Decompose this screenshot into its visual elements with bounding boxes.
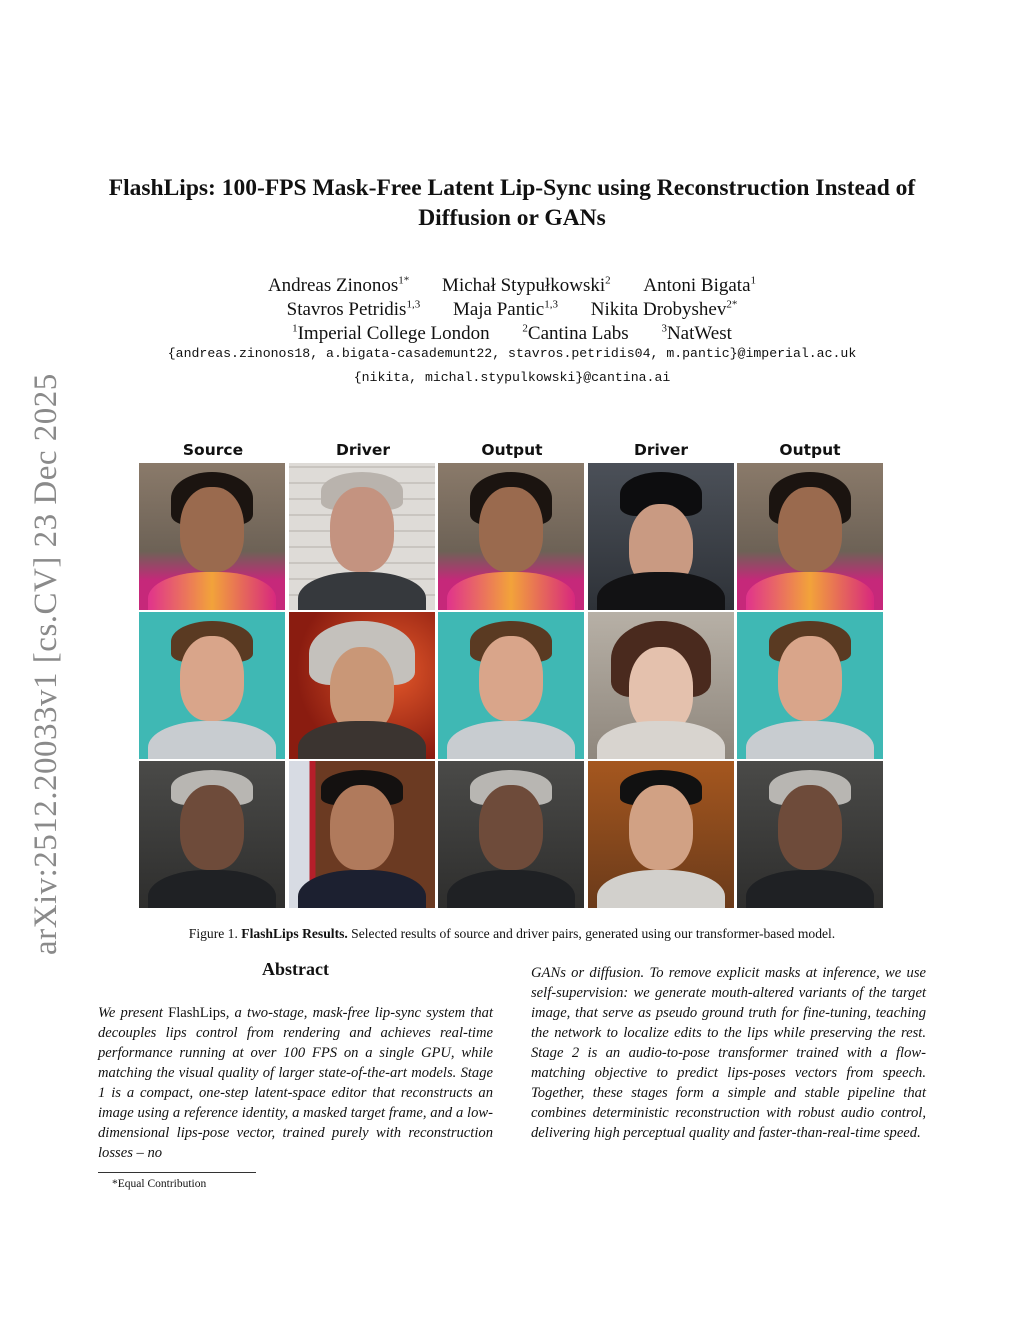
author: Michał Stypułkowski$^2$ — [442, 275, 611, 297]
author: Nikita Drobyshev$^{2*}$ — [590, 299, 738, 321]
footnote-rule — [98, 1172, 256, 1173]
affiliation: $^3$NatWest — [661, 323, 732, 345]
affiliation: $^2$Cantina Labs — [522, 323, 629, 345]
title-line-1: FlashLips: 100-FPS Mask-Free Latent Lip-Sync using Reconstruction Instead of — [108, 175, 916, 201]
abstract-right-column: GANs or diffusion. To remove explicit masks at inference, we use self-supervision: we generate mouth-altered variants of the target image, that serve as pseudo ground truth for fine-tuning, teaching the network to localize edits to the lips while preserving the rest. Stage 2 is an audio-to-pose transformer trained with a flow-matching objective to predict lips-poses vectors from speech. Together, these stages form a simple and stable pipeline that combines deterministic reconstruction with robust audio control, delivering high perceptual quality and faster-than-real-time speed. — [531, 965, 926, 1141]
face-image — [588, 761, 734, 908]
figure-caption: Figure 1. FlashLips Results. Selected results of source and driver pairs, generated using our transformer-based model. — [188, 926, 836, 941]
figure-header-output: Output — [779, 441, 841, 459]
figure-header-output: Output — [481, 441, 543, 459]
face-image — [438, 761, 584, 908]
figure-header-source: Source — [182, 441, 244, 459]
paper-title — [60, 173, 964, 233]
title-line-2: Diffusion or GANs — [418, 205, 606, 231]
face-image — [289, 612, 435, 759]
face-image — [289, 463, 435, 610]
affiliation: $^1$Imperial College London — [292, 323, 490, 345]
face-image — [588, 612, 734, 759]
face-image — [139, 761, 285, 908]
affiliations — [60, 318, 964, 345]
footnote: *Equal Contribution — [112, 1178, 207, 1190]
face-image — [139, 612, 285, 759]
author: Antoni Bigata$^1$ — [643, 275, 757, 297]
abstract-left-column: We present FlashLips, a two-stage, mask-free lip-sync system that decouples lips control from rendering and achieves real-time performance running at over 100 FPS on a single GPU, while matching the visual quality of larger state-of-the-art models. Stage 1 is a compact, one-step latent-space editor that reconstructs an image using a reference identity, a masked target frame, and a low-dimensional lips-pose vector, trained purely with reconstruction losses – no — [98, 1005, 493, 1161]
face-image — [139, 463, 285, 610]
face-image — [438, 612, 584, 759]
email-line-1: {andreas.zinonos18, a.bigata-casademunt22, stavros.petridis04, m.pantic}@imperial.ac.uk — [167, 346, 857, 361]
figure-1-image-grid — [139, 463, 885, 909]
abstract-heading: Abstract — [262, 959, 329, 979]
author: Andreas Zinonos$^{1*}$ — [267, 275, 410, 297]
author: Stavros Petridis$^{1,3}$ — [286, 299, 421, 321]
author: Maja Pantic$^{1,3}$ — [452, 299, 558, 321]
face-image — [588, 463, 734, 610]
arxiv-identifier: arXiv:2512.20033v1 [cs.CV] 23 Dec 2025 — [28, 373, 64, 955]
face-image — [289, 761, 435, 908]
face-image — [737, 612, 883, 759]
figure-header-driver: Driver — [633, 441, 689, 459]
figure-header-driver: Driver — [335, 441, 391, 459]
email-line-2: {nikita, michal.stypulkowski}@cantina.ai — [353, 370, 671, 385]
face-image — [438, 463, 584, 610]
face-image — [737, 463, 883, 610]
face-image — [737, 761, 883, 908]
